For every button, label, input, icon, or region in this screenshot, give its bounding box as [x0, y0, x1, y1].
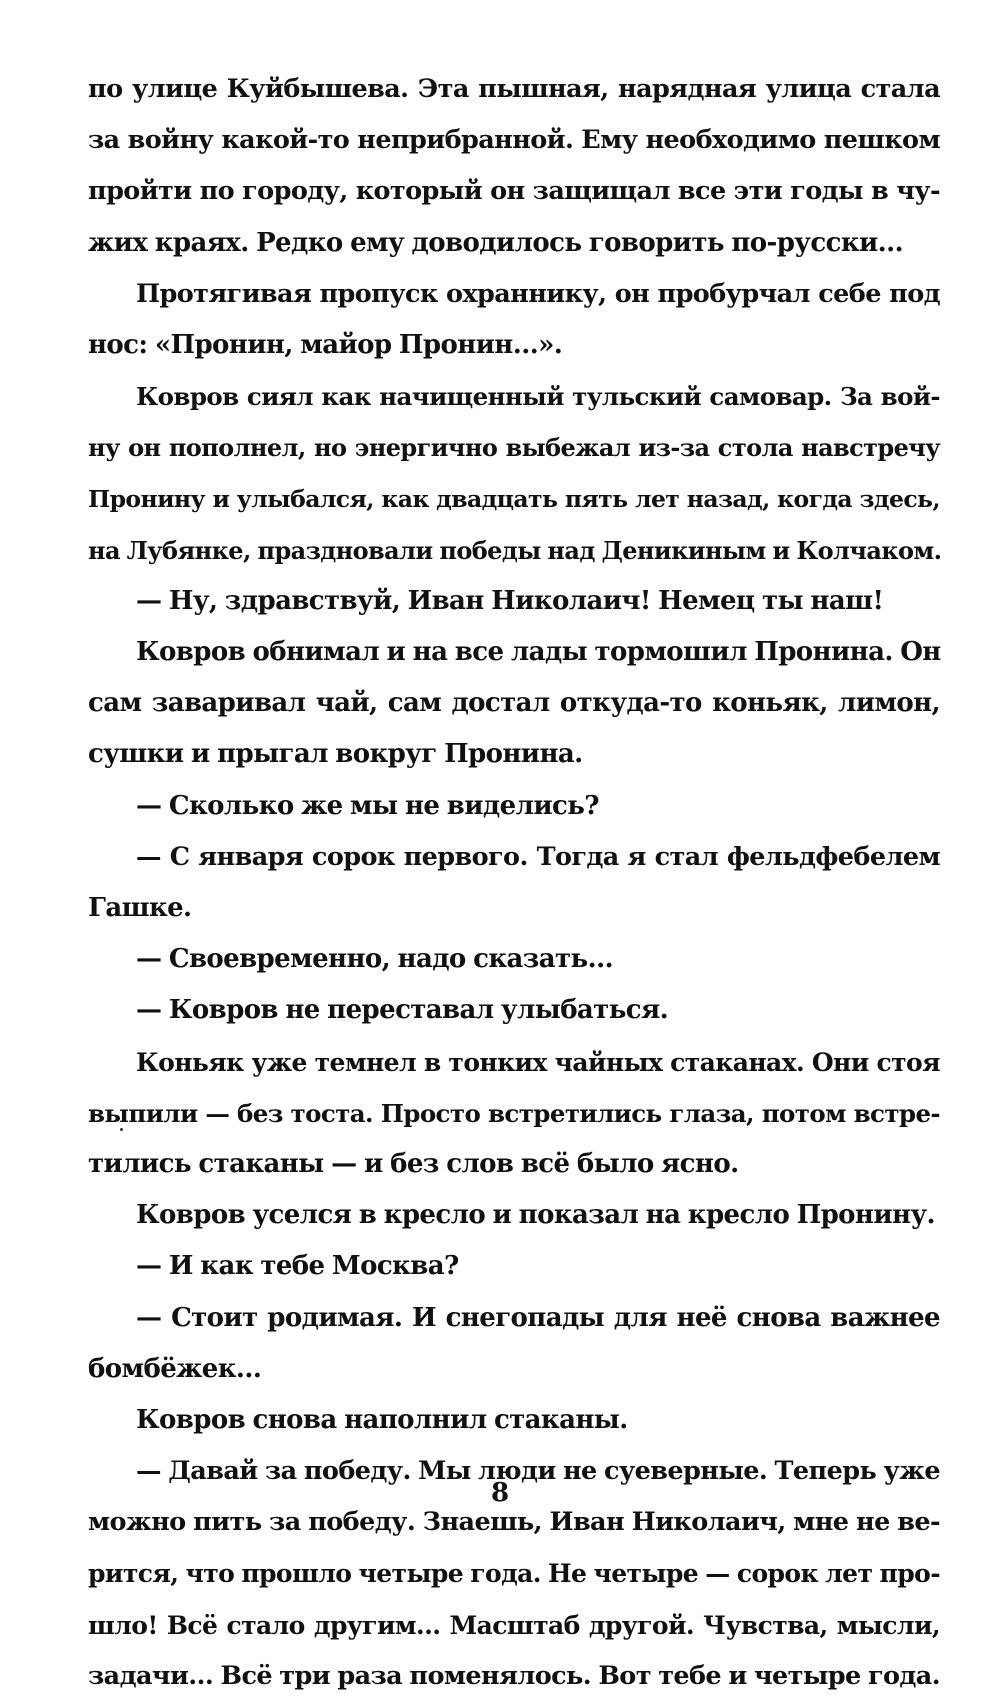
text-line: ну он пополнел, но энергично выбежал из-за стола навстречу	[88, 433, 940, 463]
text-line: на Лубянке, праздновали победы над Деникиным и Колчаком.	[88, 535, 942, 565]
text-line: выпили — без тоста. Просто встретились глаза, потом встре-	[88, 1098, 940, 1128]
text-line: — И как тебе Москва?	[136, 1251, 459, 1282]
text-line: жих краях. Редко ему доводилось говорить по-русски…	[88, 227, 904, 258]
text-line: за войну какой-то неприбранной. Ему необходимо пешком	[88, 125, 940, 156]
text-line: Коньяк уже темнел в тонких чайных стаканах. Они стоя	[136, 1047, 940, 1077]
page-number: 8	[490, 1478, 510, 1508]
text-line: шло! Всё стало другим… Масштаб другой. Чувства, мысли,	[88, 1610, 940, 1640]
text-line: нос: «Пронин, майор Пронин…».	[88, 329, 563, 360]
text-line: Ковров сиял как начищенный тульский самовар. За вой-	[136, 382, 940, 412]
text-line: — Сколько же мы не виделись?	[136, 790, 599, 821]
text-line: Гашке.	[88, 893, 192, 923]
text-line: можно пить за победу. Знаешь, Иван Николаич, мне не ве-	[88, 1507, 940, 1538]
text-line: — Своевременно, надо сказать…	[136, 944, 613, 975]
text-line: — Ну, здравствуй, Иван Николаич! Немец ты наш!	[136, 585, 884, 616]
text-line: — Стоит родимая. И снегопады для неё снова важнее	[136, 1302, 940, 1333]
text-line: рится, что прошло четыре года. Не четыре — сорок лет про-	[88, 1559, 940, 1589]
text-line: Пронину и улыбался, как двадцать пять лет назад, когда здесь,	[88, 484, 940, 513]
text-line: — Давай за победу. Мы люди не суеверные. Теперь уже	[136, 1456, 940, 1487]
text-line: бомбёжек…	[88, 1353, 262, 1384]
text-line: Ковров уселся в кресло и показал на кресло Пронину.	[136, 1200, 935, 1231]
text-line: — С января сорок первого. Тогда я стал фельдфебелем	[136, 841, 940, 872]
text-line: пройти по городу, который он защищал все эти годы в чу-	[88, 176, 940, 207]
text-line: тились стаканы — и без слов всё было ясно.	[88, 1148, 739, 1179]
text-line: Протягивая пропуск охраннику, он пробурчал себе под	[136, 278, 940, 309]
text-line: сам заваривал чай, сам достал откуда-то коньяк, лимон,	[88, 688, 940, 719]
print-speck	[120, 1128, 123, 1131]
page-body-text	[88, 64, 940, 1702]
text-line: по улице Куйбышева. Эта пышная, нарядная улица стала	[88, 74, 940, 104]
text-line: задачи… Всё три раза поменялось. Вот тебе и четыре года.	[88, 1660, 940, 1691]
text-line: — Ковров не переставал улыбаться.	[136, 995, 669, 1026]
text-line: Ковров снова наполнил стаканы.	[136, 1404, 628, 1435]
text-line: Ковров обнимал и на все лады тормошил Пронина. Он	[136, 637, 941, 668]
text-line: сушки и прыгал вокруг Пронина.	[88, 739, 583, 770]
